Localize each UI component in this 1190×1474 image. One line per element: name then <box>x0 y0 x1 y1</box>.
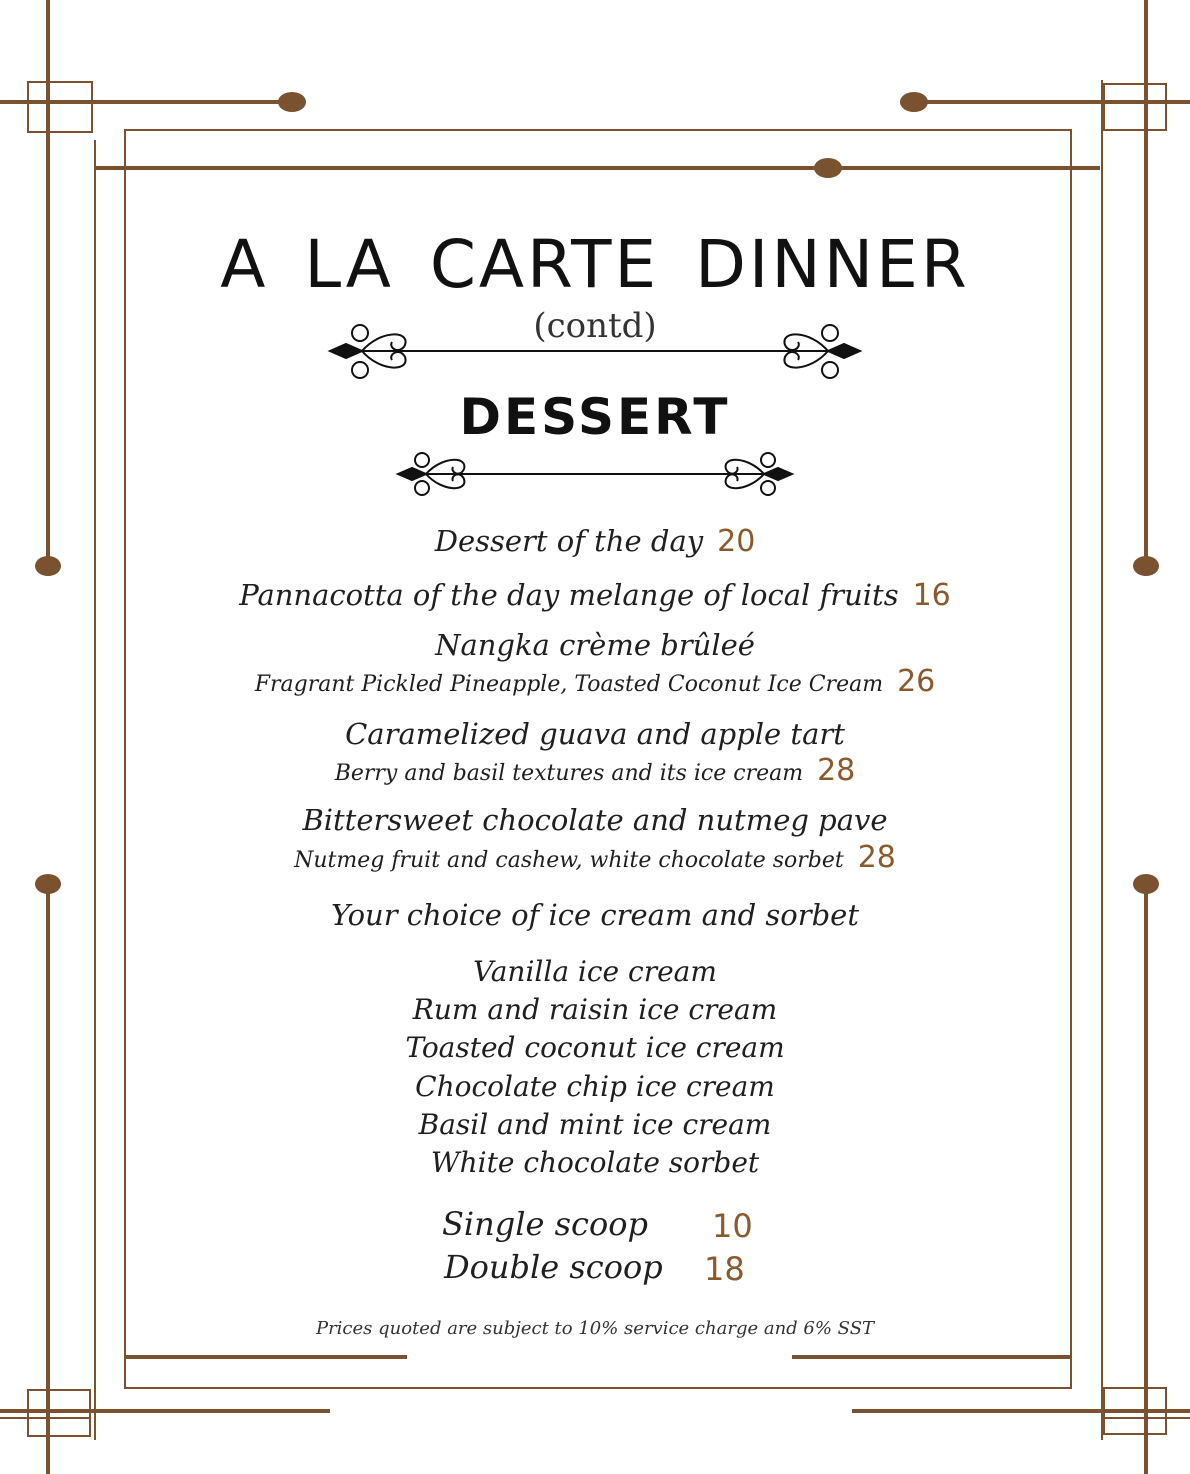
menu-item-description <box>0 664 1190 699</box>
price-footnote: Prices quoted are subject to 10% service charge and 6% SST <box>315 1318 875 1339</box>
item-description: Berry and basil textures and its ice cream <box>334 761 804 786</box>
ornament-divider-bottom <box>398 453 792 495</box>
item-description: Nutmeg fruit and cashew, white chocolate sorbet <box>294 848 844 873</box>
flavor-item: Rum and raisin ice cream <box>412 993 778 1026</box>
menu-item <box>0 628 1190 662</box>
scoop-size-label: Double scoop <box>444 1248 663 1286</box>
flavor-item: White chocolate sorbet <box>430 1146 760 1179</box>
item-name: Bittersweet chocolate and nutmeg pave <box>302 803 888 837</box>
scoop-size-price: 10 <box>712 1207 753 1245</box>
flavor-item: Toasted coconut ice cream <box>405 1031 785 1064</box>
menu-item <box>0 717 1190 751</box>
menu-item <box>0 524 1190 559</box>
scoop-size-price: 18 <box>704 1250 745 1288</box>
flavor-item: Chocolate chip ice cream <box>415 1070 775 1103</box>
item-price: 28 <box>817 753 856 788</box>
item-name: Pannacotta of the day melange of local fruits <box>239 578 899 612</box>
section-heading: DESSERT <box>459 388 731 446</box>
item-price: 26 <box>897 664 936 699</box>
item-price: 16 <box>912 578 951 613</box>
menu-item-description <box>0 840 1190 875</box>
item-description: Fragrant Pickled Pineapple, Toasted Coconut Ice Cream <box>254 672 884 697</box>
item-price: 20 <box>717 524 756 559</box>
ice-cream-heading: Your choice of ice cream and sorbet <box>330 898 860 932</box>
menu-subtitle: (contd) <box>533 306 657 346</box>
item-price: 28 <box>857 840 896 875</box>
item-name: Caramelized guava and apple tart <box>345 717 845 751</box>
flavor-item: Vanilla ice cream <box>473 955 717 988</box>
menu-title: A LA CARTE DINNER <box>220 226 970 303</box>
item-name: Nangka crème brûleé <box>435 628 755 662</box>
flavor-item: Basil and mint ice cream <box>418 1108 772 1141</box>
menu-item-description <box>0 753 1190 788</box>
menu-item <box>0 578 1190 613</box>
scoop-size-label: Single scoop <box>442 1205 648 1243</box>
menu-item <box>0 803 1190 837</box>
item-name: Dessert of the day <box>434 524 704 558</box>
